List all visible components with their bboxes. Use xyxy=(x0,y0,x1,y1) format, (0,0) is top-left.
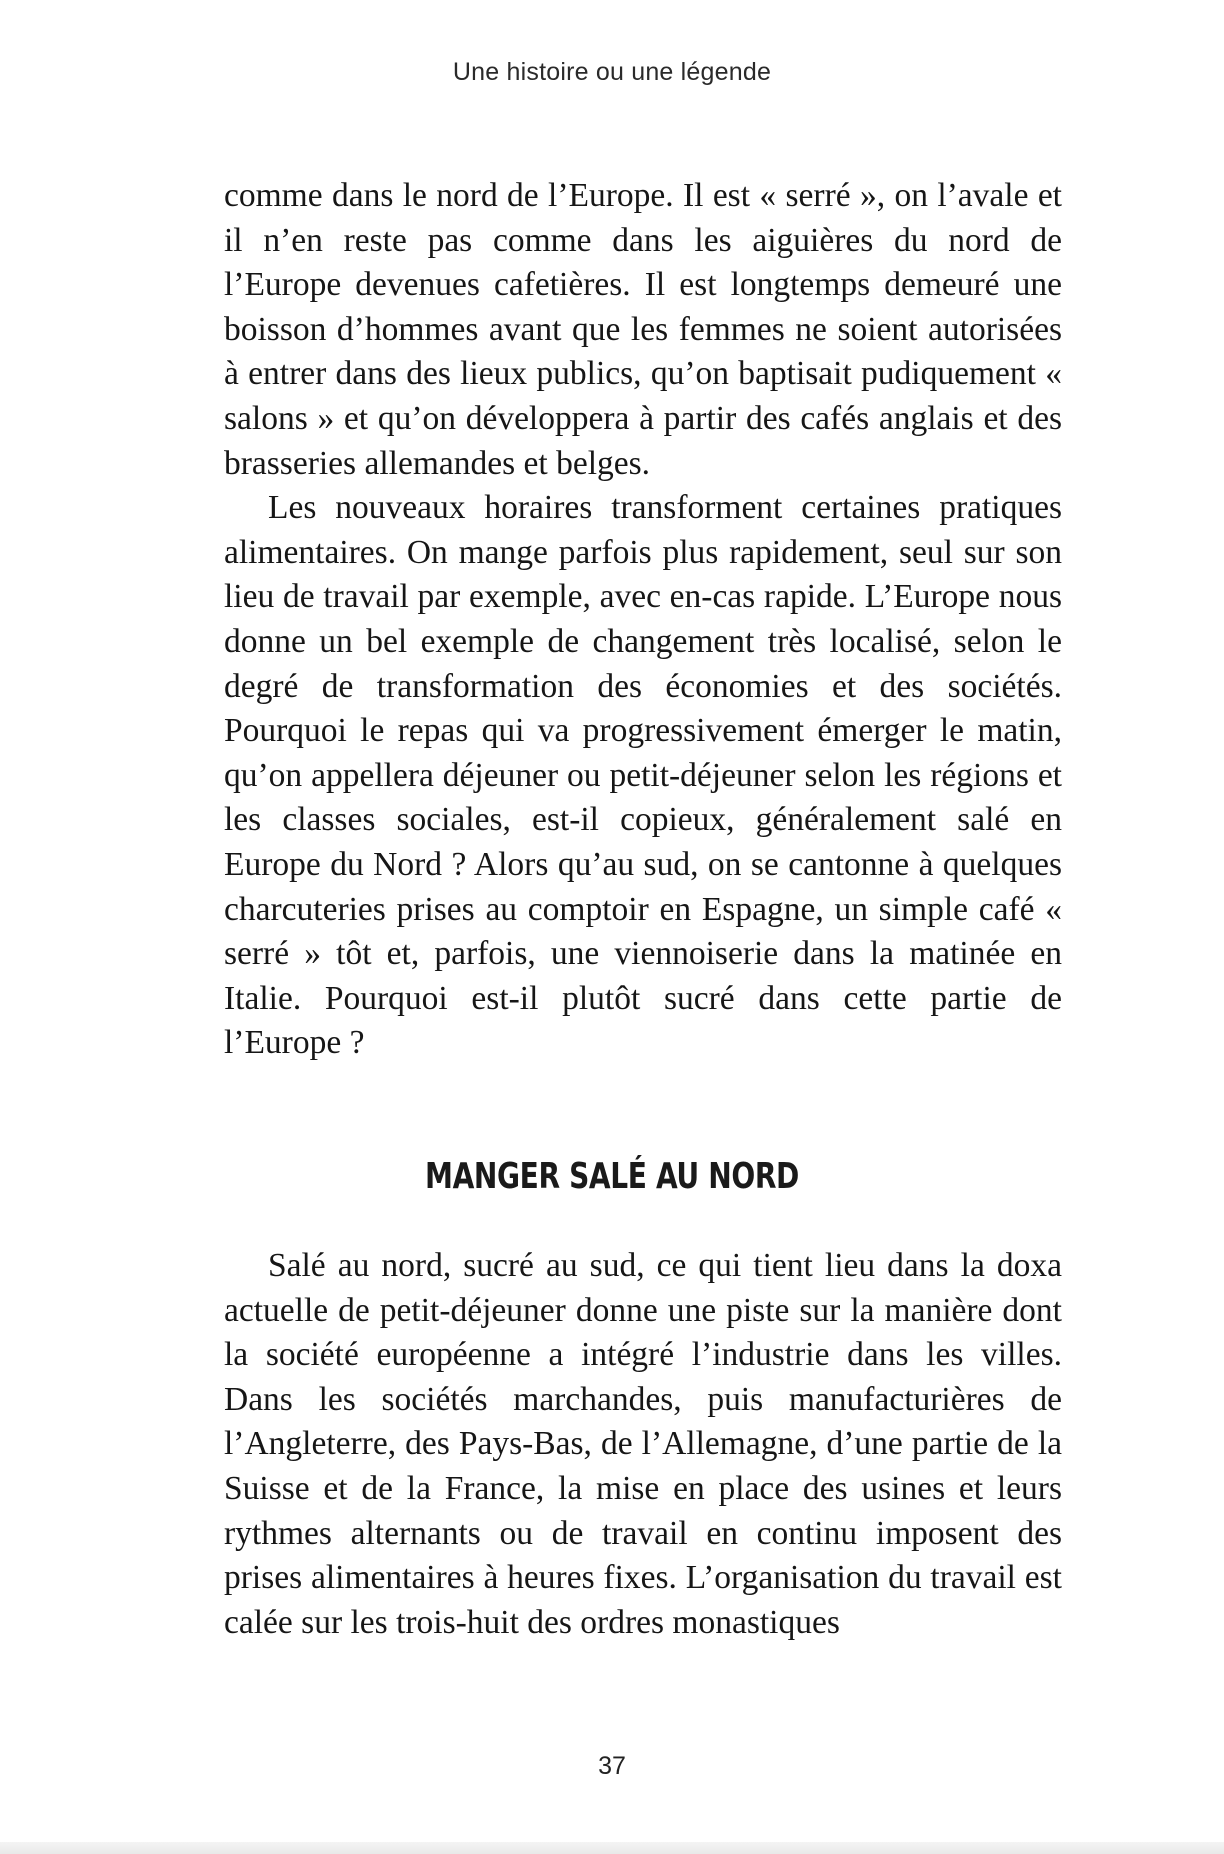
page-bottom-edge xyxy=(0,1842,1224,1854)
text-block-bottom xyxy=(224,1244,1062,1645)
section-heading: MANGER SALÉ AU NORD xyxy=(425,1156,799,1197)
body-paragraph-1: comme dans le nord de l’Europe. Il est « serré », on l’avale et il n’en reste pas comme dans les aiguières du nord de l’Europe devenues cafetières. Il est longtemps demeuré une boisson d’hommes avant que les femmes ne soient autorisées à entrer dans des lieux publics, qu’on baptisait pudiquement « salons » et qu’on développera à partir des cafés anglais et des brasseries allemandes et belges. xyxy=(224,177,1062,482)
page-number: 37 xyxy=(598,1752,626,1780)
body-paragraph-3: Salé au nord, sucré au sud, ce qui tient lieu dans la doxa actuelle de petit-déjeuner donne une piste sur la manière dont la société européenne a intégré l’industrie dans les villes. Dans les sociétés marchandes, puis manufacturières de l’Angleterre, des Pays-Bas, de l’Allemagne, d’une partie de la Suisse et de la France, la mise en place des usines et leurs rythmes alternants ou de travail en continu imposent des prises alimentaires à heures fixes. L’organisation du travail est calée sur les trois-huit des ordres monastiques xyxy=(224,1247,1062,1641)
body-paragraph-2: Les nouveaux horaires transforment certaines pratiques alimentaires. On mange parfois plus rapidement, seul sur son lieu de travail par exemple, avec en-cas rapide. L’Europe nous donne un bel exemple de changement très localisé, selon le degré de transformation des économies et des sociétés. Pourquoi le repas qui va progressivement émerger le matin, qu’on appellera déjeuner ou petit-déjeuner selon les régions et les classes sociales, est-il copieux, généralement salé en Europe du Nord ? Alors qu’au sud, on se cantonne à quelques charcuteries prises au comptoir en Espagne, un simple café « serré » tôt et, parfois, une viennoiserie dans la matinée en Italie. Pourquoi est-il plutôt sucré dans cette partie de l’Europe ? xyxy=(224,489,1062,1062)
running-header: Une histoire ou une légende xyxy=(452,58,772,86)
text-block-top xyxy=(224,174,1062,1066)
